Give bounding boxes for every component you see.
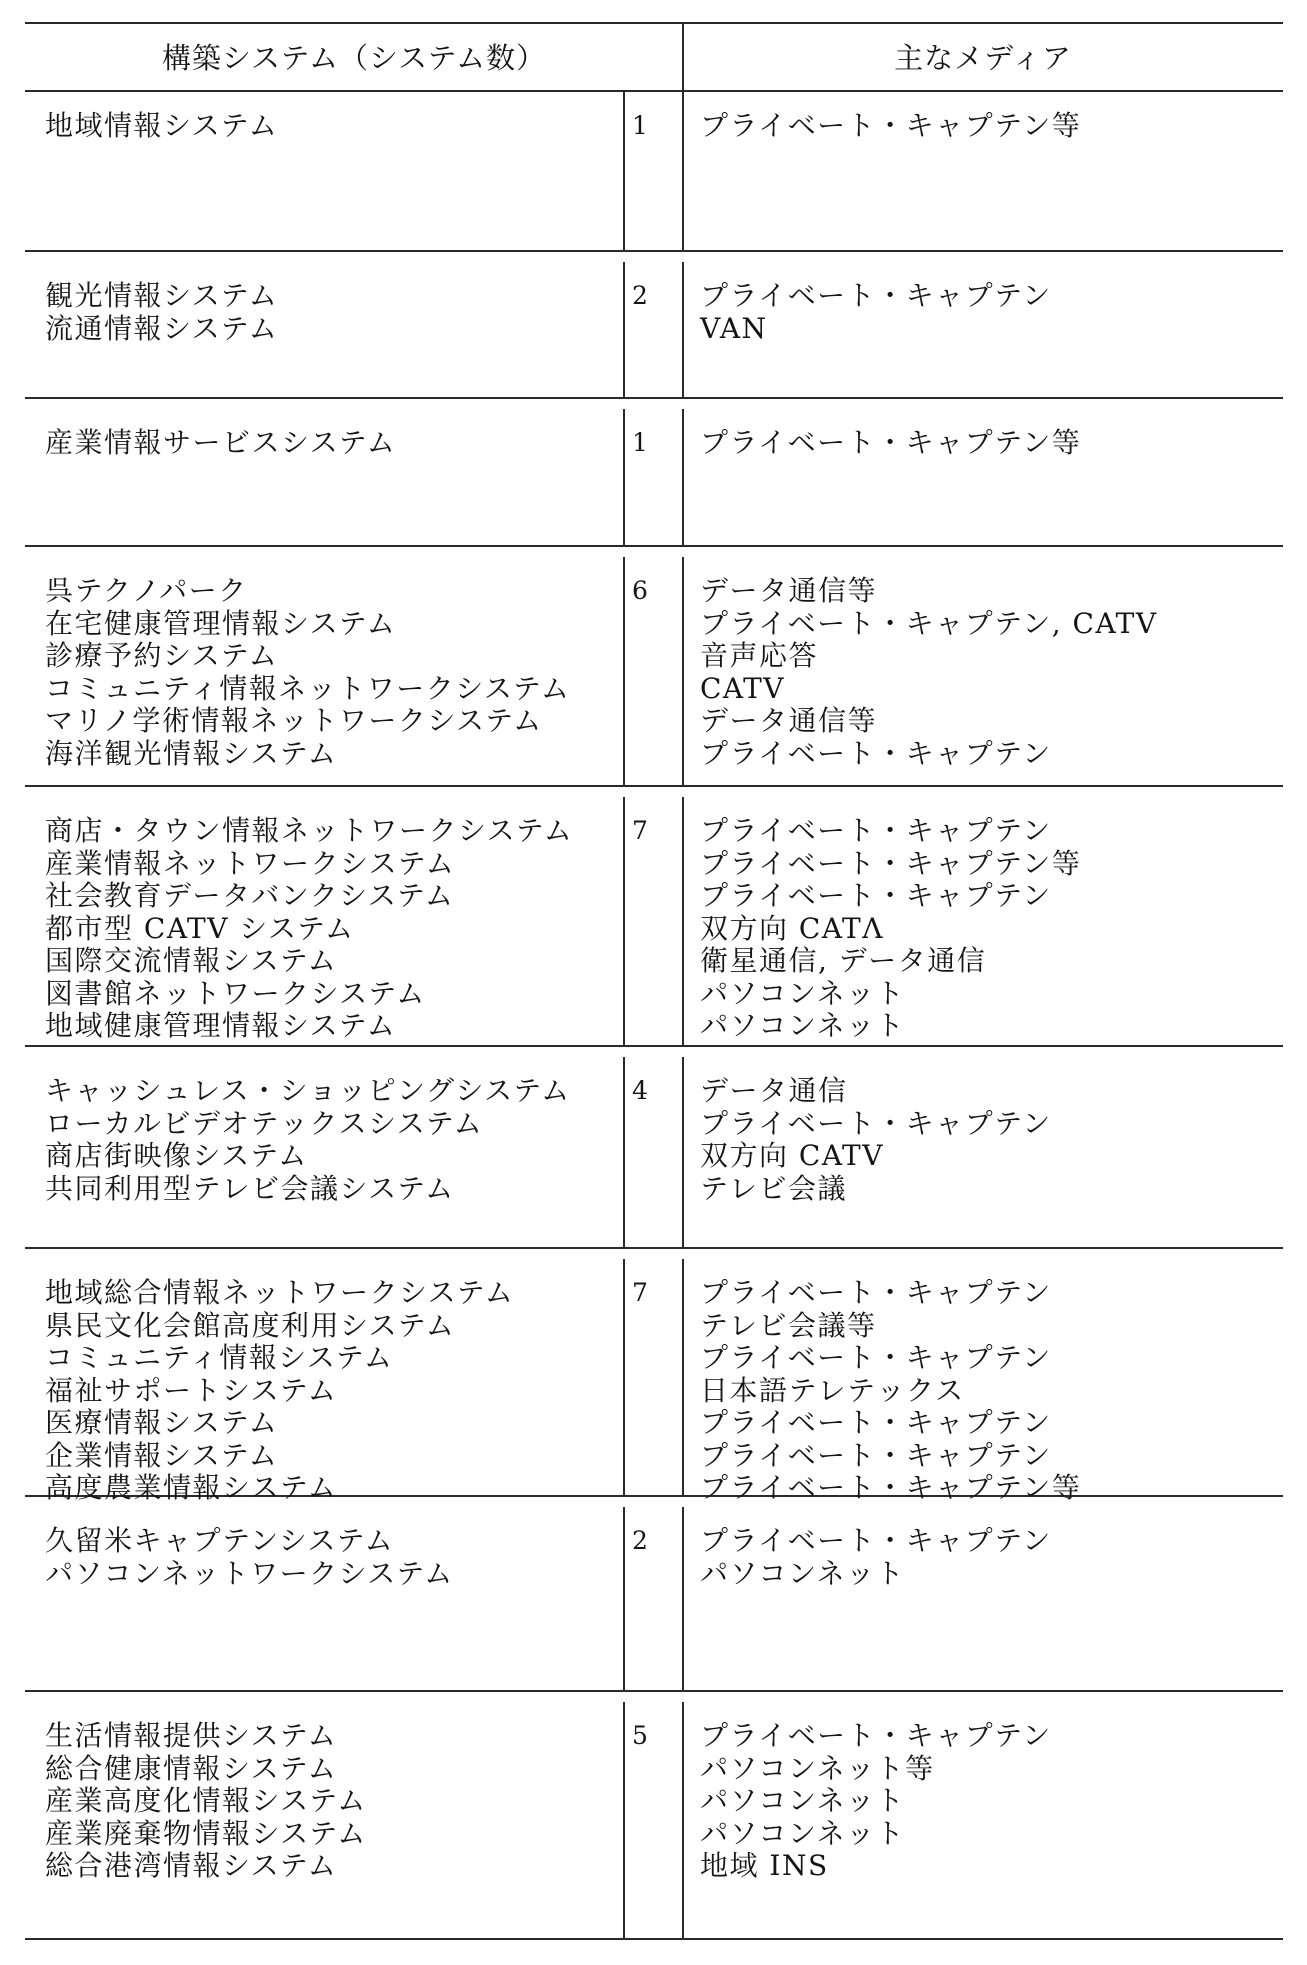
system-name: 地域健康管理情報システム bbox=[45, 1009, 397, 1042]
media-item: パソコンネット bbox=[700, 1556, 906, 1590]
system-name: 在宅健康管理情報システム bbox=[45, 606, 397, 640]
system-list bbox=[45, 1277, 514, 1505]
system-name: 流通情報システム bbox=[45, 311, 279, 345]
system-name: 商店・タウン情報ネットワークシステム bbox=[45, 814, 574, 847]
group-rule bbox=[25, 1045, 1283, 1047]
system-count: 7 bbox=[632, 816, 648, 845]
group-rule bbox=[25, 250, 1283, 252]
system-name: 総合港湾情報システム bbox=[45, 1849, 338, 1882]
media-item: プライベート・キャプテン等 bbox=[700, 846, 1082, 880]
media-item: 日本語テレテックス bbox=[700, 1373, 965, 1407]
media-item: プライベート・キャプテン bbox=[700, 1524, 1052, 1557]
media-list bbox=[700, 815, 1081, 1043]
media-list bbox=[700, 280, 1052, 345]
system-count: 1 bbox=[632, 111, 648, 140]
system-name: 地域情報システム bbox=[45, 109, 279, 142]
media-item: VAN bbox=[700, 311, 768, 345]
system-name: 海洋観光情報システム bbox=[45, 736, 338, 770]
system-name: 商店街映像システム bbox=[45, 1139, 308, 1172]
system-list bbox=[45, 815, 573, 1043]
media-item: 地域 INS bbox=[700, 1849, 829, 1882]
header-divider bbox=[682, 22, 684, 90]
media-systems-table bbox=[25, 22, 1283, 1940]
media-item: 双方向 CATΛ bbox=[700, 911, 884, 945]
system-name: マリノ学術情報ネットワークシステム bbox=[45, 704, 543, 737]
system-name: ローカルビデオテックスシステム bbox=[45, 1106, 484, 1140]
media-item: パソコンネット bbox=[700, 1816, 906, 1850]
system-count: 2 bbox=[632, 281, 648, 310]
media-list bbox=[700, 1277, 1081, 1505]
group-rule bbox=[25, 545, 1283, 547]
media-item: データ通信等 bbox=[700, 704, 878, 737]
media-item: データ通信 bbox=[700, 1074, 848, 1107]
system-name: 高度農業情報システム bbox=[45, 1471, 338, 1504]
system-name: 産業廃棄物情報システム bbox=[45, 1816, 367, 1850]
media-list bbox=[700, 1720, 1052, 1883]
media-item: 音声応答 bbox=[700, 639, 819, 672]
media-list bbox=[700, 427, 1081, 460]
media-column-divider bbox=[682, 1259, 684, 1495]
system-name: キャッシュレス・ショッピングシステム bbox=[45, 1074, 571, 1107]
bottom-rule bbox=[25, 1938, 1283, 1940]
system-count: 4 bbox=[632, 1076, 648, 1105]
system-name: 社会教育データバンクシステム bbox=[45, 879, 455, 912]
media-item: プライベート・キャプテン, CATV bbox=[700, 606, 1158, 640]
media-item: プライベート・キャプテン bbox=[700, 1719, 1052, 1752]
media-item: パソコンネット bbox=[700, 1784, 906, 1817]
system-name: 地域総合情報ネットワークシステム bbox=[45, 1276, 515, 1309]
system-name: コミュニティ情報システム bbox=[45, 1341, 394, 1374]
system-list bbox=[45, 1525, 454, 1590]
system-list bbox=[45, 575, 570, 770]
media-item: プライベート・キャプテン bbox=[700, 1106, 1052, 1140]
media-column-divider bbox=[682, 797, 684, 1045]
group-rule bbox=[25, 785, 1283, 787]
header-media-column: 主なメディア bbox=[894, 40, 1072, 75]
media-column-divider bbox=[682, 262, 684, 397]
system-name: 産業高度化情報システム bbox=[45, 1784, 367, 1817]
media-column-divider bbox=[682, 557, 684, 785]
media-item: プライベート・キャプテン bbox=[700, 736, 1052, 770]
media-column-divider bbox=[682, 92, 684, 250]
system-name: 観光情報システム bbox=[45, 279, 279, 312]
media-item: プライベート・キャプテン bbox=[700, 879, 1052, 912]
system-name: 県民文化会館高度利用システム bbox=[45, 1308, 456, 1342]
system-name: 国際交流情報システム bbox=[45, 944, 338, 977]
system-name: 福祉サポートシステム bbox=[45, 1373, 338, 1407]
system-count: 7 bbox=[632, 1278, 648, 1307]
system-count: 2 bbox=[632, 1526, 648, 1555]
media-column-divider bbox=[682, 1702, 684, 1938]
media-item: プライベート・キャプテン bbox=[700, 279, 1052, 312]
media-item: データ通信等 bbox=[700, 574, 878, 607]
media-item: プライベート・キャプテン bbox=[700, 814, 1052, 847]
system-name: 呉テクノパーク bbox=[45, 574, 248, 607]
media-item: プライベート・キャプテン bbox=[700, 1406, 1052, 1439]
group-rule bbox=[25, 1247, 1283, 1249]
system-name: 産業情報ネットワークシステム bbox=[45, 846, 456, 880]
media-item: 双方向 CATV bbox=[700, 1139, 884, 1172]
media-item: CATV bbox=[700, 671, 786, 705]
media-item: パソコンネット等 bbox=[700, 1751, 935, 1785]
media-item: テレビ会議等 bbox=[700, 1308, 877, 1342]
header-rule bbox=[25, 90, 1283, 92]
media-item: プライベート・キャプテン等 bbox=[700, 426, 1082, 459]
media-list bbox=[700, 575, 1158, 770]
media-item: プライベート・キャプテン bbox=[700, 1276, 1052, 1309]
system-name: 診療予約システム bbox=[45, 639, 279, 672]
media-item: パソコンネット bbox=[700, 976, 906, 1010]
system-list bbox=[45, 280, 278, 345]
system-name: 医療情報システム bbox=[45, 1406, 279, 1439]
system-name: 久留米キャプテンシステム bbox=[45, 1524, 395, 1557]
system-name: パソコンネットワークシステム bbox=[45, 1556, 454, 1590]
media-item: プライベート・キャプテン bbox=[700, 1341, 1052, 1374]
system-count: 1 bbox=[632, 428, 648, 457]
system-list bbox=[45, 1720, 367, 1883]
media-list bbox=[700, 110, 1081, 143]
system-name: 総合健康情報システム bbox=[45, 1751, 338, 1785]
system-name: 産業情報サービスシステム bbox=[45, 426, 397, 459]
media-list bbox=[700, 1525, 1052, 1590]
media-list bbox=[700, 1075, 1052, 1205]
system-count: 6 bbox=[632, 576, 648, 605]
media-column-divider bbox=[682, 409, 684, 545]
media-item: プライベート・キャプテン等 bbox=[700, 1471, 1082, 1504]
system-list bbox=[45, 1075, 571, 1205]
media-item: パソコンネット bbox=[700, 1009, 906, 1042]
system-list bbox=[45, 427, 396, 460]
system-name: 都市型 CATV システム bbox=[45, 911, 355, 945]
media-column-divider bbox=[682, 1507, 684, 1690]
media-item: 衛星通信, データ通信 bbox=[700, 944, 987, 977]
media-item: プライベート・キャプテン bbox=[700, 1438, 1052, 1472]
system-list bbox=[45, 110, 278, 143]
group-rule bbox=[25, 397, 1283, 399]
header-system-column: 構築システム（システム数） bbox=[161, 40, 547, 75]
system-name: 生活情報提供システム bbox=[45, 1719, 338, 1752]
media-item: テレビ会議 bbox=[700, 1171, 847, 1205]
system-name: 企業情報システム bbox=[45, 1438, 279, 1472]
media-item: プライベート・キャプテン等 bbox=[700, 109, 1082, 142]
group-rule bbox=[25, 1690, 1283, 1692]
system-name: 図書館ネットワークシステム bbox=[45, 976, 426, 1010]
system-name: 共同利用型テレビ会議システム bbox=[45, 1171, 455, 1205]
media-column-divider bbox=[682, 1057, 684, 1247]
system-name: コミュニティ情報ネットワークシステム bbox=[45, 671, 571, 705]
system-count: 5 bbox=[632, 1721, 648, 1750]
